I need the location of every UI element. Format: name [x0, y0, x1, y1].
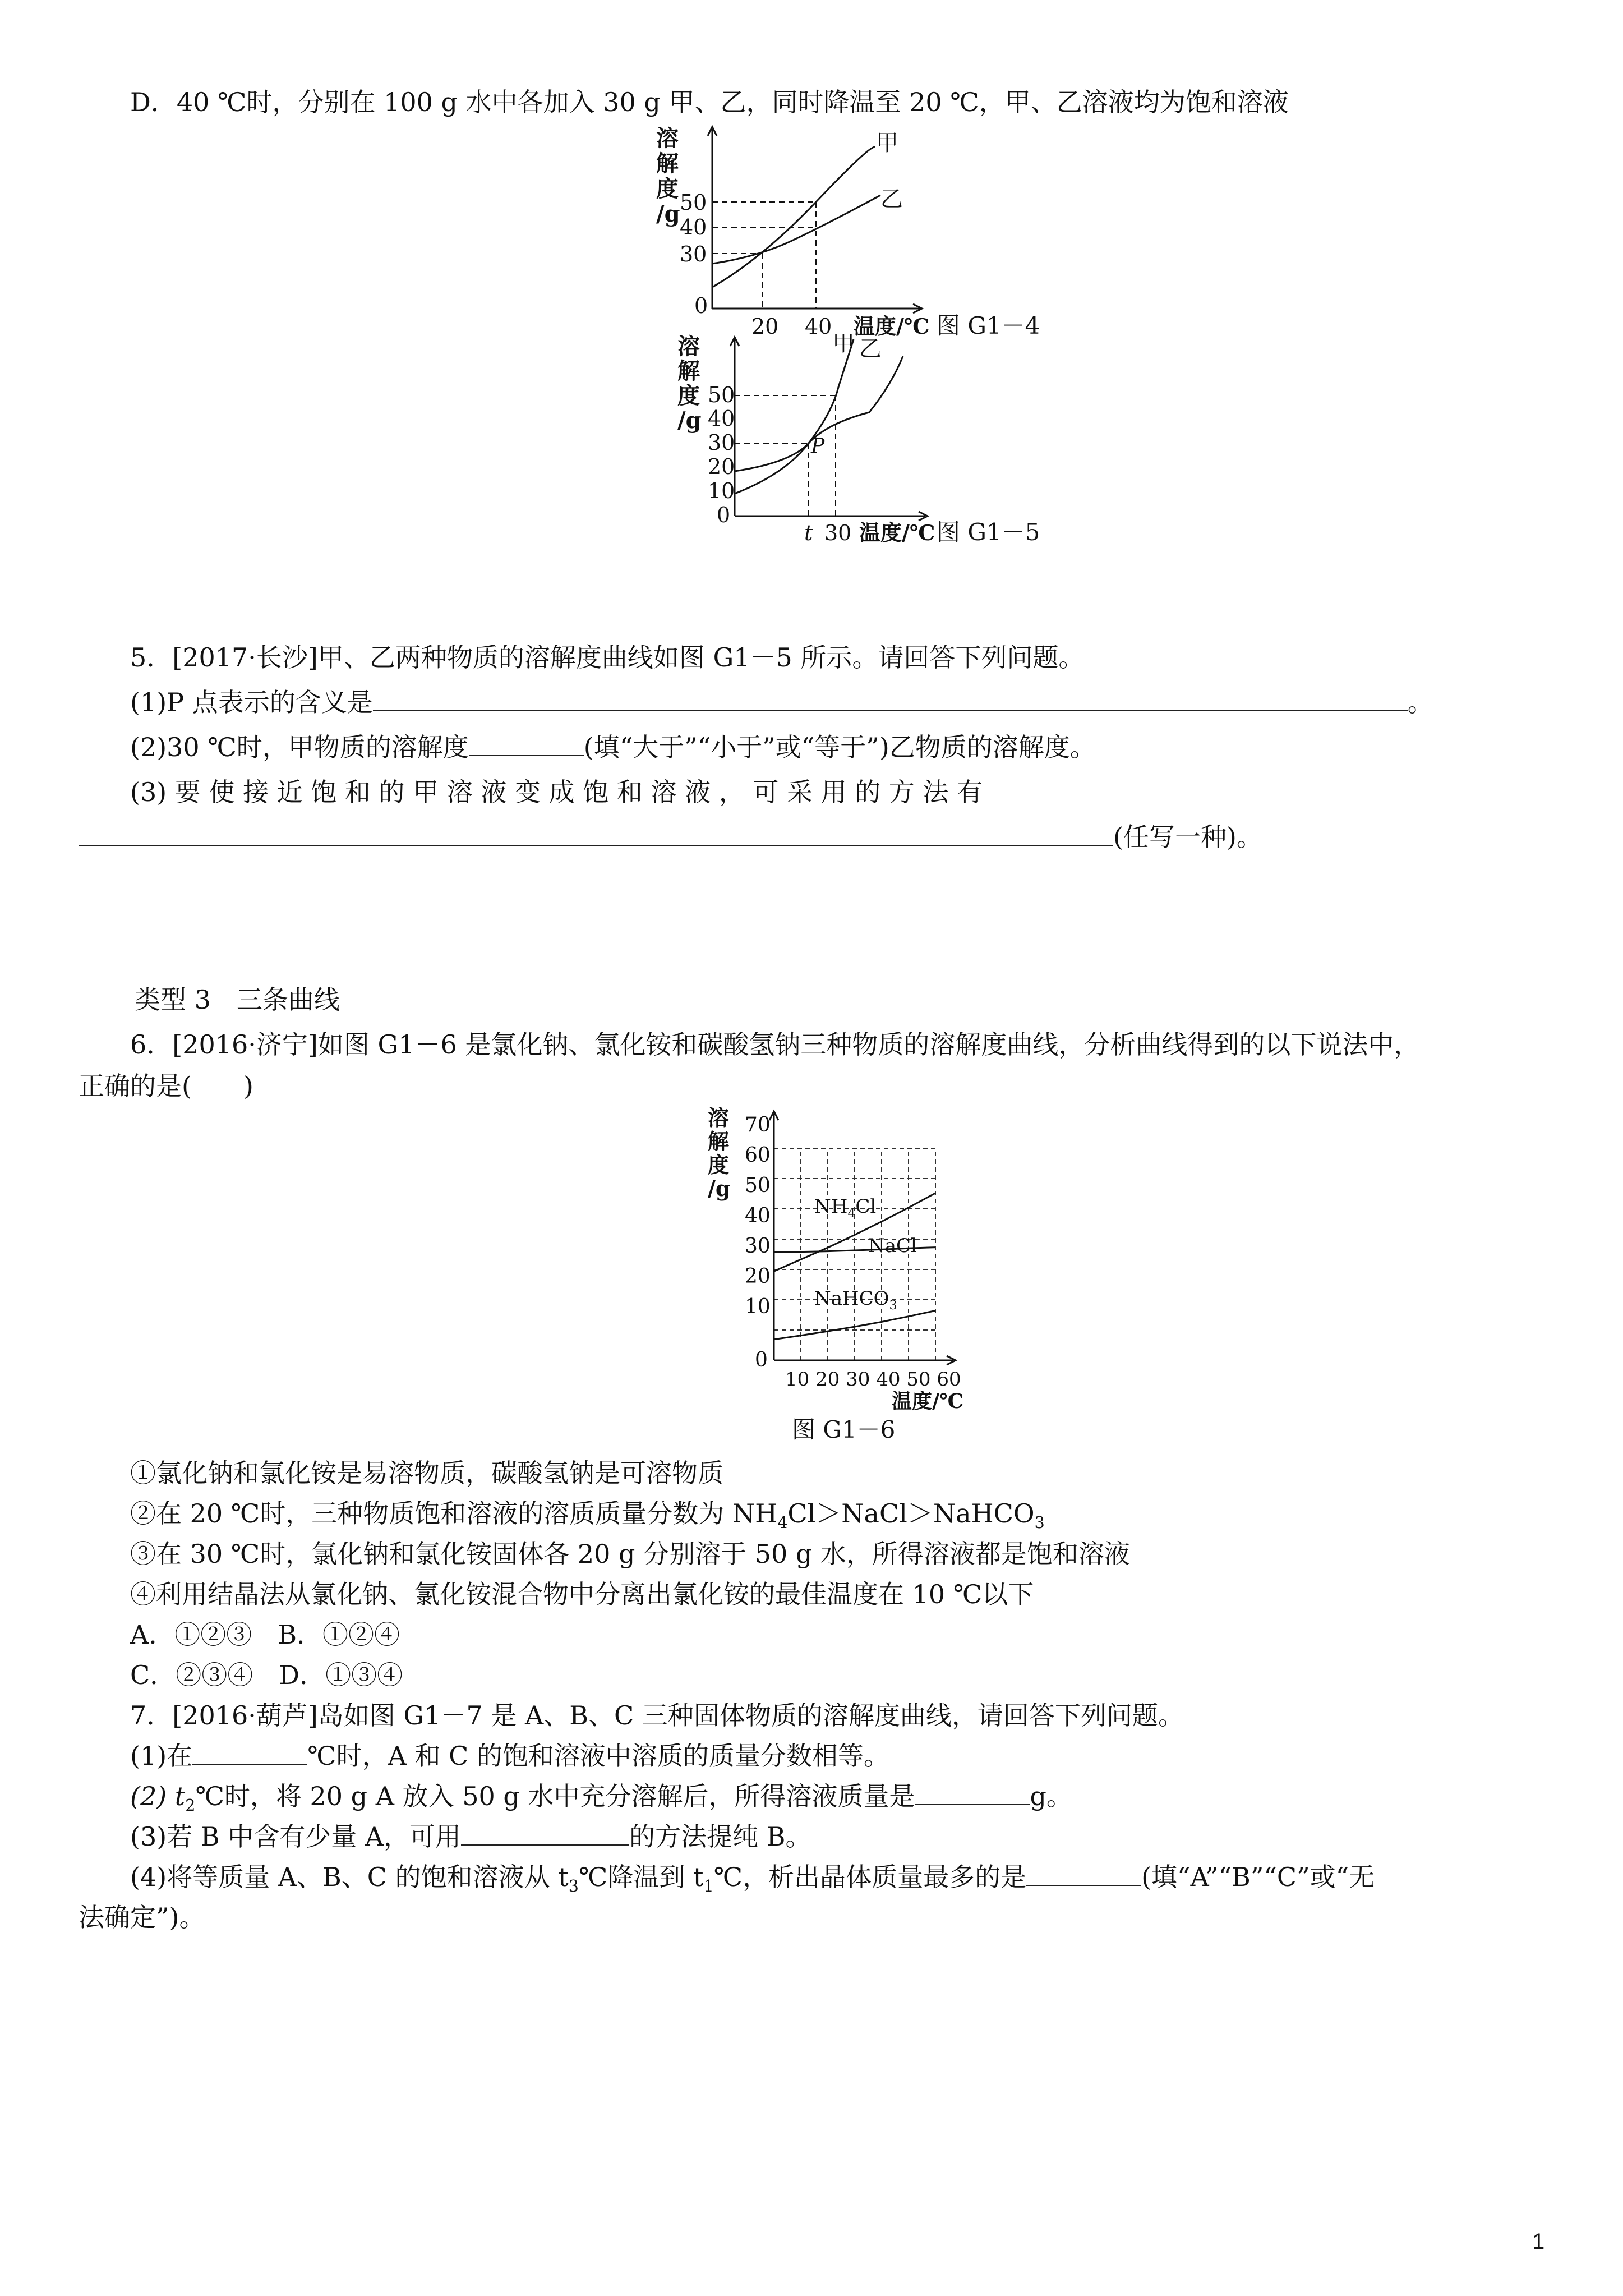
tick-50: 50 — [745, 1174, 771, 1197]
tick-t: t — [804, 521, 813, 545]
q7-part4 — [130, 1860, 1375, 1903]
label-nacl: NaCl — [868, 1235, 917, 1257]
figure-g1-4 — [645, 123, 1066, 339]
q6-stem-line1: 6．[2016·济宁]如图 G1－6 是氯化钠、氯化铵和碳酸氢钠三种物质的溶解度曲线，分析曲线得到的以下说法中， — [130, 1029, 1420, 1060]
tick-50: 50 — [708, 383, 735, 407]
tick-50: 50 — [680, 190, 707, 215]
tick-0: 0 — [694, 293, 708, 318]
q5-part2-end: (填“大于”“小于”或“等于”)乙物质的溶解度。 — [583, 732, 1096, 762]
q7-part1-end: ℃时，A 和 C 的饱和溶液中溶质的质量分数相等。 — [307, 1741, 889, 1771]
y-label-1: 溶 — [708, 1105, 730, 1130]
tick-0: 0 — [717, 503, 731, 527]
y-label-2: 解 — [656, 150, 679, 177]
tick-x20: 20 — [751, 314, 779, 337]
curve-yi — [712, 195, 880, 264]
y-label-2: 解 — [677, 358, 700, 384]
x-label: 温度/℃ — [859, 520, 935, 545]
q7-part4-text4: (填“A”“B”“C”或“无 — [1141, 1862, 1375, 1892]
tick-10: 10 — [745, 1295, 771, 1318]
tick-30: 30 — [745, 1235, 771, 1258]
curve-jia — [712, 147, 875, 287]
y-label-3: 度 — [708, 1152, 730, 1177]
label-nahco3: NaHCO$_3$ — [814, 1287, 897, 1313]
q5-part3-blank[interactable] — [79, 822, 1113, 846]
q7-part4-sub2: 1 — [703, 1877, 714, 1896]
q7-part2-sub: 2 — [185, 1796, 196, 1815]
figure-g1-5 — [645, 334, 1066, 549]
chart-g1-4 — [645, 123, 1066, 337]
tick-60: 60 — [745, 1144, 771, 1167]
q7-part4-text3: ℃，析出晶体质量最多的是 — [713, 1862, 1027, 1892]
q7-part2-blank[interactable] — [915, 1782, 1030, 1805]
tick-30: 30 — [708, 430, 735, 455]
q7-part4-text: (4)将等质量 A、B、C 的饱和溶液从 t — [130, 1862, 569, 1892]
q6-stem-line2: 正确的是( ) — [79, 1071, 253, 1101]
q5-part2-blank[interactable] — [469, 733, 584, 756]
q5-part1-blank[interactable] — [373, 688, 1408, 711]
x-tick-labels: 10 20 30 40 50 60 — [785, 1368, 961, 1391]
y-label-3: 度 — [656, 176, 679, 202]
q7-part4-sub1: 3 — [568, 1877, 579, 1896]
x-label: 温度/℃ — [854, 314, 930, 337]
q7-part4-blank[interactable] — [1026, 1862, 1141, 1886]
q5-part2-text: (2)30 ℃时，甲物质的溶解度 — [130, 732, 469, 762]
tick-70: 70 — [745, 1114, 771, 1137]
q7-part2-text2: ℃时，将 20 g A 放入 50 g 水中充分溶解后，所得溶液质量是 — [195, 1781, 915, 1811]
tick-40: 40 — [680, 215, 707, 240]
section-heading: 类型 3 三条曲线 — [135, 984, 340, 1015]
q7-part4-text2: ℃降温到 t — [578, 1862, 704, 1892]
q6-options-ab: A．①②③ B．①②④ — [130, 1619, 400, 1650]
page-number: 1 — [1532, 2229, 1545, 2254]
figure-caption-g1-4: 图 G1－4 — [937, 312, 1040, 337]
tick-20: 20 — [745, 1265, 771, 1288]
y-label-4: /g — [708, 1176, 731, 1201]
y-label-2: 解 — [708, 1129, 730, 1154]
q5-part1 — [130, 685, 1433, 719]
q7-part1-blank[interactable] — [192, 1741, 307, 1765]
tick-40: 40 — [708, 406, 735, 431]
q7-part3-blank[interactable] — [461, 1822, 629, 1846]
tick-x30: 30 — [824, 521, 852, 545]
q6-s2-text2: Cl＞NaCl＞NaHCO — [787, 1498, 1035, 1529]
tick-20: 20 — [708, 454, 735, 479]
point-p-label: P — [811, 435, 825, 458]
chart-g1-6 — [695, 1105, 987, 1419]
tick-0: 0 — [755, 1349, 768, 1372]
q7-part1-text: (1)在 — [130, 1741, 193, 1771]
q6-statement-4: ④利用结晶法从氯化钠、氯化铵混合物中分离出氯化铵的最佳温度在 10 ℃以下 — [130, 1579, 1034, 1609]
q7-part1 — [130, 1739, 889, 1773]
figure-caption-g1-5: 图 G1－5 — [937, 518, 1040, 546]
q6-s2-text: ②在 20 ℃时，三种物质饱和溶液的溶质质量分数为 NH — [130, 1498, 778, 1529]
q6-options-cd: C．②③④ D．①③④ — [130, 1660, 403, 1690]
q6-s2-sub2: 3 — [1034, 1513, 1045, 1533]
q6-statement-2 — [130, 1497, 1045, 1540]
q7-part3-end: 的方法提纯 B。 — [629, 1821, 811, 1852]
q6-statement-1: ①氯化钠和氯化铵是易溶物质，碳酸氢钠是可溶物质 — [130, 1458, 723, 1488]
q5-part1-end: 。 — [1407, 687, 1433, 717]
q6-s2-sub: 4 — [777, 1513, 788, 1533]
q5-part2 — [130, 730, 1096, 764]
q5-part3: (3) 要 使 接 近 饱 和 的 甲 溶 液 变 成 饱 和 溶 液 ， 可 采 用 的 方 法 有 — [130, 777, 983, 807]
series-label-yi: 乙 — [859, 336, 882, 362]
q5-part3-end: (任写一种)。 — [1113, 822, 1262, 852]
q6-statement-3: ③在 30 ℃时，氯化钠和氯化铵固体各 20 g 分别溶于 50 g 水，所得溶液都是饱和溶液 — [130, 1539, 1130, 1569]
series-label-yi: 乙 — [880, 186, 903, 212]
y-label-1: 溶 — [656, 125, 679, 151]
y-label-3: 度 — [677, 383, 700, 409]
q7-part2-end: g。 — [1030, 1781, 1072, 1811]
q7-stem: 7．[2016·葫芦]岛如图 G1－7 是 A、B、C 三种固体物质的溶解度曲线，请回答下列问题。 — [130, 1700, 1184, 1731]
x-label: 温度/℃ — [892, 1389, 964, 1413]
tick-x40: 40 — [805, 314, 832, 337]
q7-part3-text: (3)若 B 中含有少量 A，可用 — [130, 1821, 462, 1852]
tick-10: 10 — [708, 478, 735, 503]
series-label-jia: 甲 — [876, 130, 898, 156]
tick-40: 40 — [745, 1204, 771, 1227]
q7-part4-line2: 法确定”)。 — [79, 1902, 205, 1932]
y-label-4: /g — [656, 201, 680, 227]
q7-part2 — [130, 1779, 1072, 1823]
q7-part2-text: (2) t — [130, 1781, 186, 1811]
figure-caption-g1-6: 图 G1－6 — [792, 1416, 896, 1443]
label-nh4cl: $NH_4Cl$ — [814, 1195, 877, 1221]
q5-part1-text: (1)P 点表示的含义是 — [130, 687, 373, 717]
y-label-4: /g — [677, 407, 702, 434]
q4-option-d: D．40 ℃时，分别在 100 g 水中各加入 30 g 甲、乙，同时降温至 20 ℃，甲、乙溶液均为饱和溶液 — [130, 87, 1289, 117]
q5-part3-line2 — [79, 820, 1262, 854]
tick-30: 30 — [680, 242, 707, 266]
q7-part3 — [130, 1820, 811, 1853]
q5-stem: 5．[2017·长沙]甲、乙两种物质的溶解度曲线如图 G1－5 所示。请回答下列问题。 — [130, 642, 1085, 673]
figure-g1-6 — [695, 1105, 987, 1421]
chart-g1-5 — [645, 334, 1066, 547]
series-label-jia: 甲 — [832, 334, 855, 356]
y-label-1: 溶 — [677, 334, 700, 360]
